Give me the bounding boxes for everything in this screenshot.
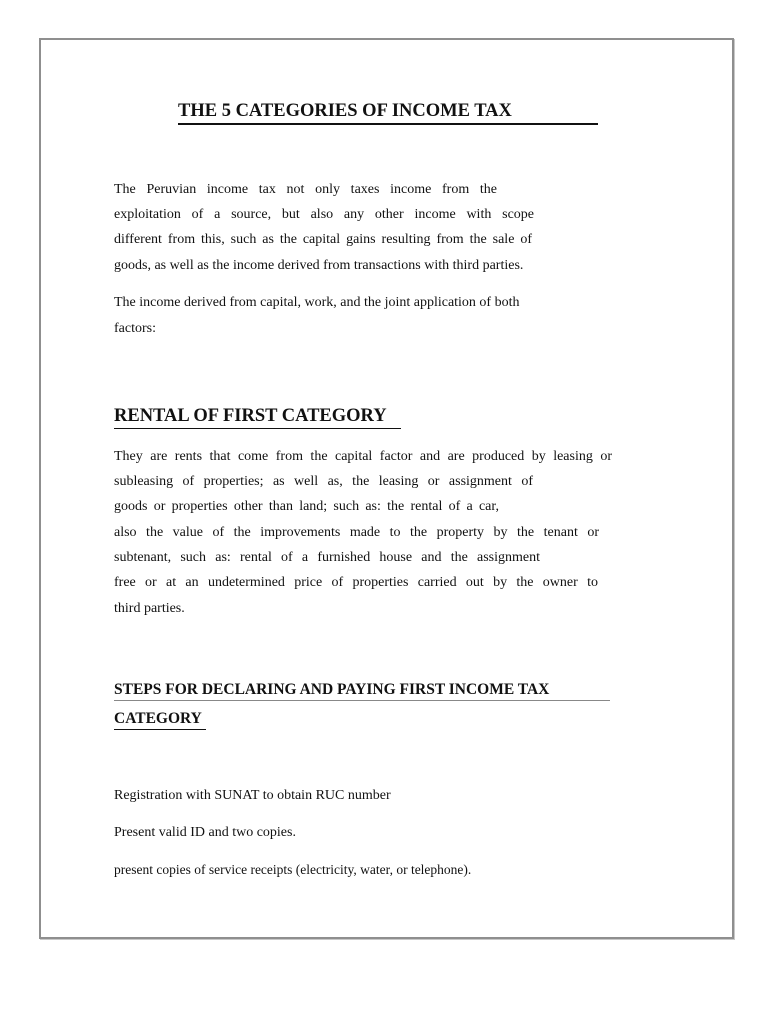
intro-line-2: exploitation of a source, but also any other income with scope bbox=[114, 207, 534, 222]
section-heading-steps-cont: CATEGORY bbox=[114, 710, 202, 727]
title-underline bbox=[178, 123, 598, 125]
document-title: THE 5 CATEGORIES OF INCOME TAX bbox=[178, 101, 512, 121]
section-heading-rental-first-category: RENTAL OF FIRST CATEGORY bbox=[114, 406, 387, 426]
section1-line-5: subtenant, such as: rental of a furnished house and the assignment bbox=[114, 550, 540, 565]
factors-line-1: The income derived from capital, work, and the joint application of both bbox=[114, 295, 520, 310]
intro-line-3: different from this, such as the capital gains resulting from the sale of bbox=[114, 232, 532, 247]
step-item-3: present copies of service receipts (electricity, water, or telephone). bbox=[114, 862, 472, 877]
step-item-1: Registration with SUNAT to obtain RUC number bbox=[114, 788, 391, 803]
section1-line-6: free or at an undetermined price of properties carried out by the owner to bbox=[114, 575, 598, 590]
intro-line-1: The Peruvian income tax not only taxes income from the bbox=[114, 182, 497, 197]
section-heading-underline bbox=[114, 428, 401, 429]
steps-heading-underline-2 bbox=[114, 729, 206, 730]
intro-line-4: goods, as well as the income derived from transactions with third parties. bbox=[114, 258, 524, 273]
section1-line-1: They are rents that come from the capital factor and are produced by leasing or bbox=[114, 449, 612, 464]
section1-line-3: goods or properties other than land; such as: the rental of a car, bbox=[114, 499, 499, 514]
section1-line-2: subleasing of properties; as well as, the leasing or assignment of bbox=[114, 474, 533, 489]
factors-line-2: factors: bbox=[114, 321, 156, 336]
step-item-2: Present valid ID and two copies. bbox=[114, 825, 296, 840]
steps-heading-underline-1 bbox=[114, 700, 610, 701]
section-heading-steps: STEPS FOR DECLARING AND PAYING FIRST INCOME TAX bbox=[114, 681, 550, 698]
section1-line-7: third parties. bbox=[114, 601, 185, 616]
section1-line-4: also the value of the improvements made to the property by the tenant or bbox=[114, 525, 599, 540]
